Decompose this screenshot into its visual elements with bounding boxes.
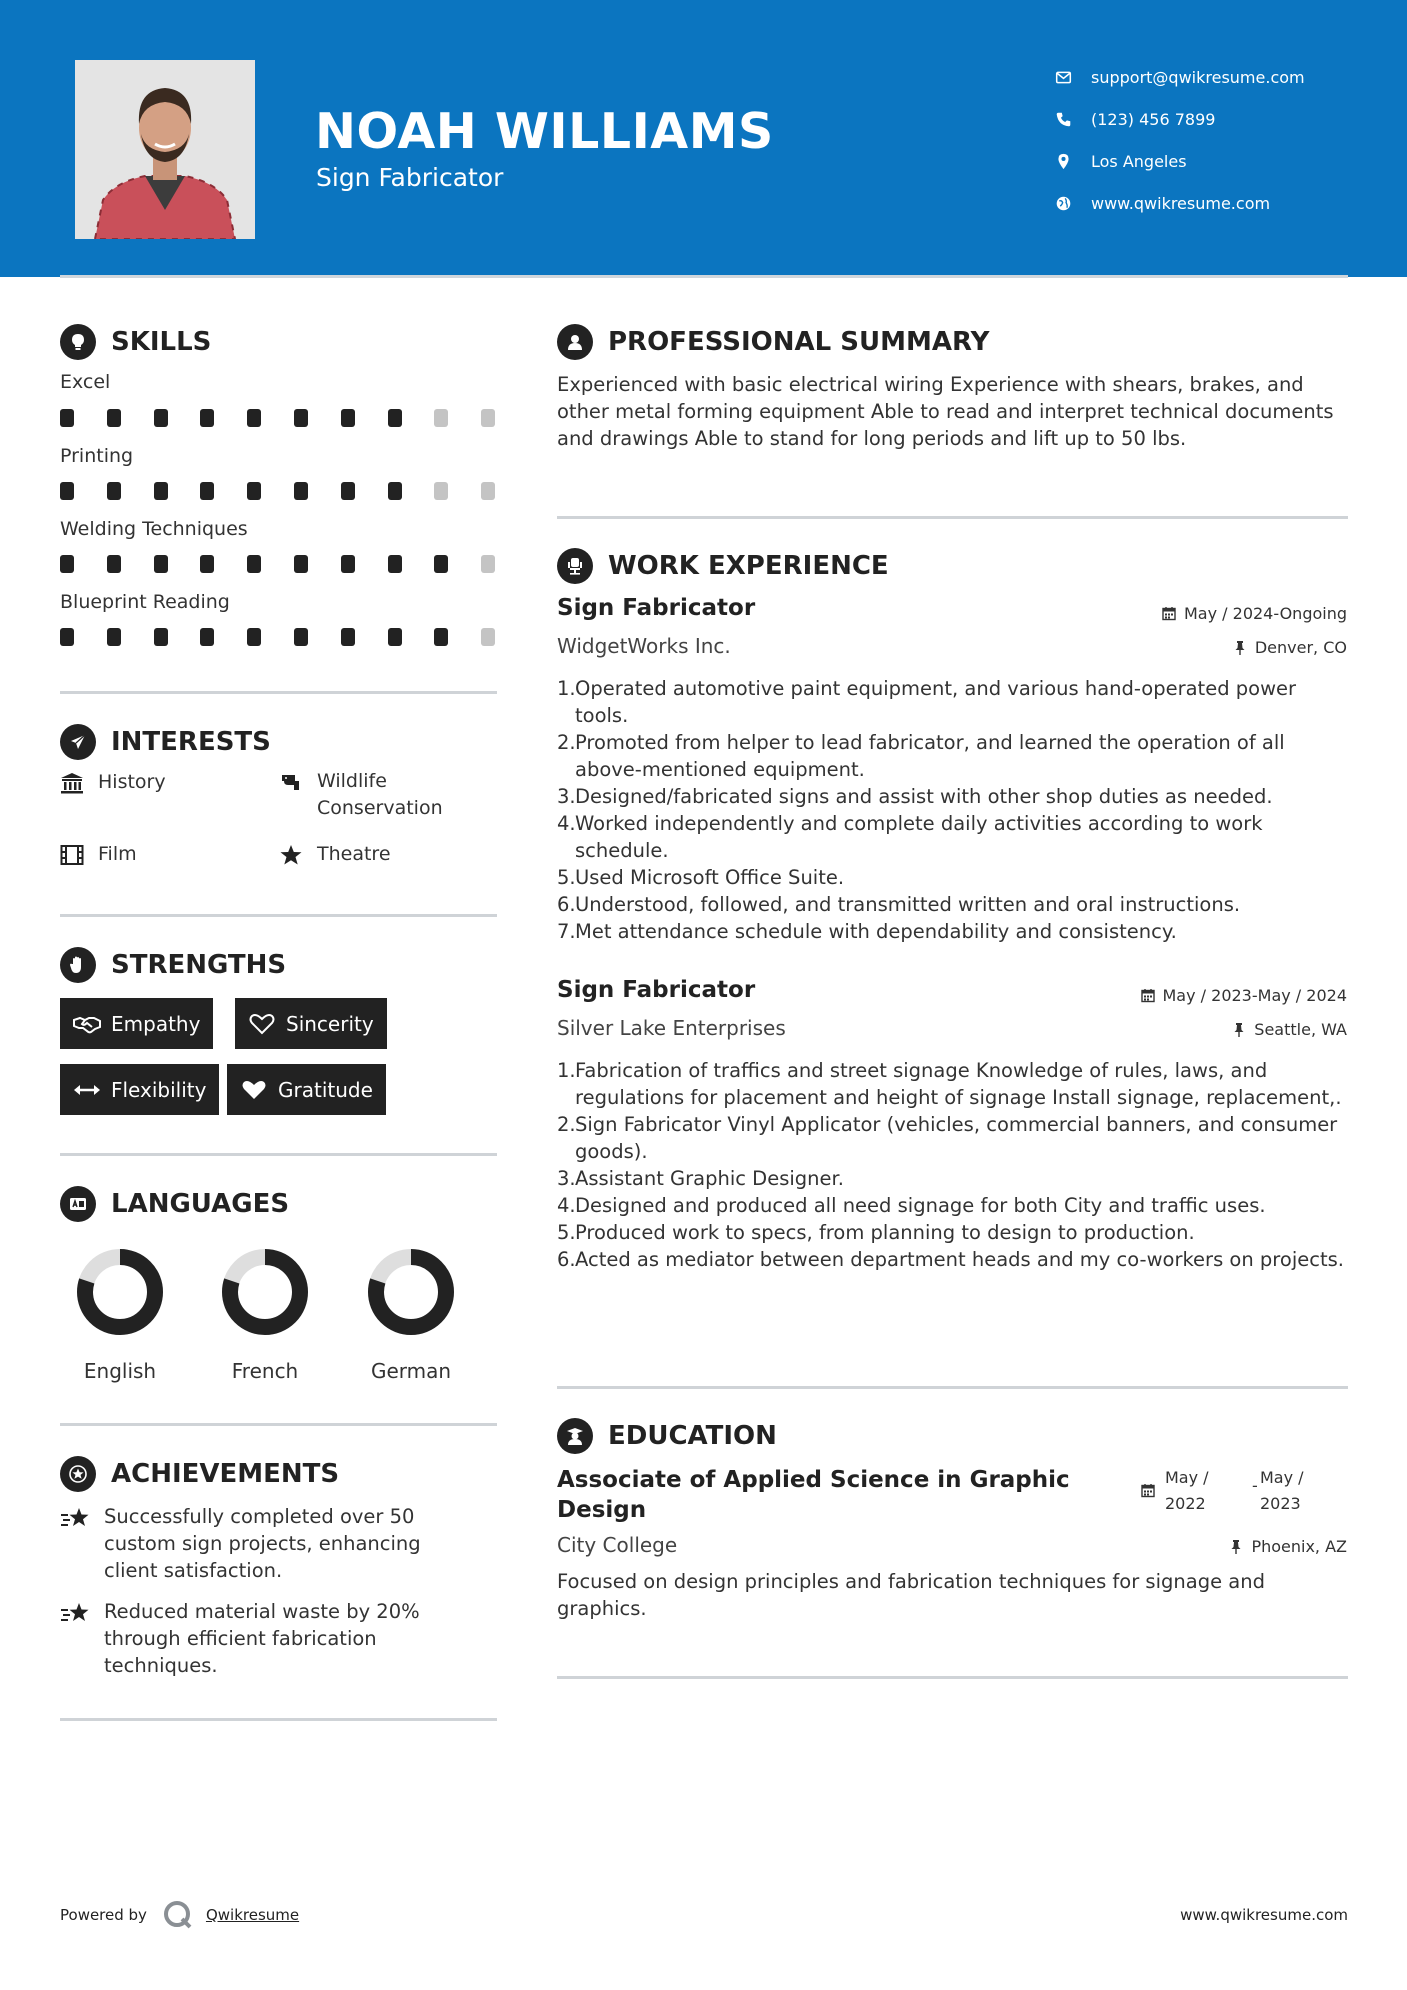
profile-photo (75, 60, 255, 239)
list-item: 2. Sign Fabricator Vinyl Applicator (vehicles, commercial banners, and consumer goods). (557, 1113, 1338, 1163)
contact-location (1055, 140, 1385, 182)
job-bullets (557, 1057, 1347, 1273)
interests-heading (60, 724, 271, 760)
language-item (60, 1247, 180, 1383)
shooting-star-icon (60, 1505, 92, 1533)
interest-label: History (98, 771, 166, 793)
skill-dot-filled (107, 409, 121, 427)
job-location-text: Denver, CO (1254, 638, 1347, 657)
skill-dot-empty (434, 482, 448, 500)
experience-title: WORK EXPERIENCE (608, 551, 889, 581)
wildlife-icon (279, 772, 303, 794)
skill-dot-filled (107, 628, 121, 646)
contact-email[interactable] (1055, 56, 1385, 98)
education-title: EDUCATION (608, 1421, 777, 1451)
language-item (351, 1247, 471, 1383)
section-divider (60, 1423, 497, 1426)
skill-dot-filled (388, 628, 402, 646)
arrows-horizontal-icon (73, 1079, 101, 1101)
section-divider (557, 1386, 1348, 1389)
calendar-icon (1141, 1483, 1155, 1498)
job-location (1233, 638, 1347, 657)
edu-description: Focused on design principles and fabrication techniques for signage and graphics. (557, 1570, 1265, 1620)
envelope-icon (1055, 69, 1072, 86)
skill-dot-empty (434, 409, 448, 427)
globe-icon (1055, 195, 1072, 212)
list-item: 3. Assistant Graphic Designer. (557, 1167, 844, 1190)
list-item: 1. Fabrication of traffics and street signage Knowledge of rules, laws, and regulations for placement and height of signage Install signage, replacement,. (557, 1059, 1342, 1109)
list-item: 6. Acted as mediator between department heads and my co-workers on projects. (557, 1248, 1344, 1271)
email-text: support@qwikresume.com (1091, 67, 1305, 87)
contact-phone[interactable] (1055, 98, 1385, 140)
handshake-icon (73, 1013, 101, 1035)
strengths-title: STRENGTHS (111, 950, 287, 980)
skill-dot-filled (154, 482, 168, 500)
skill-dot-filled (247, 482, 261, 500)
experience-heading (557, 548, 889, 584)
skill-dot-filled (60, 628, 74, 646)
language-icon (60, 1186, 96, 1222)
office-chair-icon (557, 548, 593, 584)
skill-dot-filled (200, 628, 214, 646)
skill-dot-filled (154, 409, 168, 427)
languages-title: LANGUAGES (111, 1189, 290, 1219)
achievement-text: Successfully completed over 50 custom sign projects, enhancing client satisfaction. (104, 1505, 421, 1582)
skill-rating (60, 555, 500, 573)
interest-item (60, 771, 166, 794)
section-divider (60, 1153, 497, 1156)
shooting-star-icon (60, 1600, 92, 1628)
skills-heading (60, 324, 211, 360)
skill-dot-filled (294, 555, 308, 573)
skill-dot-filled (60, 482, 74, 500)
interest-item (279, 843, 391, 866)
star-icon (279, 844, 303, 866)
powered-by-text: Powered by (60, 1906, 147, 1924)
qwikresume-logo-icon (162, 1899, 194, 1931)
achievement-item (60, 1503, 460, 1584)
skill-dot-filled (294, 409, 308, 427)
skill-dot-filled (294, 482, 308, 500)
skill-name: Blueprint Reading (60, 591, 230, 613)
section-divider (557, 516, 1348, 519)
skill-dot-filled (434, 555, 448, 573)
skill-dot-filled (341, 482, 355, 500)
contact-list (1055, 56, 1385, 224)
interest-label: Film (98, 843, 137, 865)
skill-dot-filled (388, 482, 402, 500)
achievement-text: Reduced material waste by 20% through efficient fabrication techniques. (104, 1600, 420, 1677)
skill-dot-filled (154, 628, 168, 646)
graduate-icon (557, 1418, 593, 1454)
list-item: 3. Designed/fabricated signs and assist with other shop duties as needed. (557, 785, 1273, 808)
strength-chip (60, 1064, 219, 1115)
job-location-text: Seattle, WA (1254, 1020, 1347, 1039)
skill-dot-empty (481, 555, 495, 573)
strength-label: Flexibility (111, 1077, 207, 1102)
strength-chip (235, 998, 387, 1049)
language-ring (366, 1247, 456, 1337)
hand-icon (60, 947, 96, 983)
calendar-icon (1162, 606, 1176, 621)
list-item: 4. Worked independently and complete daily activities according to work schedule. (557, 812, 1263, 862)
language-ring (220, 1247, 310, 1337)
company-name: WidgetWorks Inc. (557, 634, 731, 658)
skill-dot-filled (247, 628, 261, 646)
section-divider (557, 1676, 1348, 1679)
job-dates (1162, 604, 1347, 623)
education-heading (557, 1418, 777, 1454)
strength-chip (227, 1064, 386, 1115)
lightbulb-icon (60, 324, 96, 360)
achievements-title: ACHIEVEMENTS (111, 1459, 340, 1489)
summary-text: Experienced with basic electrical wiring Experience with shears, brakes, and other metal forming equipment Able to read and interpret technical documents and drawings Able to stand for long periods and lift up to 50 lbs. (557, 373, 1334, 450)
strength-label: Empathy (111, 1011, 201, 1036)
location-text: Los Angeles (1091, 151, 1187, 171)
contact-website[interactable] (1055, 182, 1385, 224)
skill-dot-filled (107, 482, 121, 500)
strength-chip (60, 998, 213, 1049)
list-item: 2. Promoted from helper to lead fabricator, and learned the operation of all above-mentioned equipment. (557, 731, 1285, 781)
edu-location (1229, 1537, 1347, 1556)
skill-dot-empty (481, 409, 495, 427)
skill-name: Excel (60, 371, 111, 393)
skill-dot-filled (341, 628, 355, 646)
heart-icon (240, 1079, 268, 1101)
bank-icon (60, 772, 84, 794)
skill-dot-filled (200, 482, 214, 500)
strength-label: Sincerity (286, 1011, 374, 1036)
skill-name: Welding Techniques (60, 518, 248, 540)
summary-heading (557, 324, 989, 360)
list-item: 5. Produced work to specs, from planning to design to production. (557, 1221, 1195, 1244)
job-dates-text: May / 2024-Ongoing (1184, 604, 1347, 623)
list-item: 7. Met attendance schedule with dependability and consistency. (557, 920, 1177, 943)
skill-rating (60, 482, 500, 500)
skill-dot-empty (481, 482, 495, 500)
skill-dot-filled (200, 409, 214, 427)
achievement-item (60, 1598, 460, 1679)
skill-dot-filled (60, 409, 74, 427)
school-name: City College (557, 1533, 678, 1557)
film-icon (60, 844, 84, 866)
list-item: 1. Operated automotive paint equipment, and various hand-operated power tools. (557, 677, 1297, 727)
skill-dot-filled (388, 555, 402, 573)
job-bullets (557, 675, 1347, 945)
phone-icon (1055, 111, 1072, 128)
edu-end-date: May / 2023 (1260, 1468, 1304, 1513)
interests-title: INTERESTS (111, 727, 271, 757)
section-divider (60, 1718, 497, 1721)
language-label: German (370, 1359, 452, 1383)
edu-date-dash: - (1252, 1476, 1258, 1495)
candidate-title: Sign Fabricator (316, 163, 504, 192)
list-item: 4. Designed and produced all need signage for both City and traffic uses. (557, 1194, 1266, 1217)
achievements-heading (60, 1456, 339, 1492)
edu-start-date: May / 2022 (1165, 1468, 1209, 1513)
company-name: Silver Lake Enterprises (557, 1016, 786, 1040)
footer-powered-by (60, 1899, 299, 1931)
language-label: French (231, 1359, 299, 1383)
calendar-icon (1141, 988, 1155, 1003)
interest-label: Theatre (317, 843, 391, 865)
skill-dot-filled (434, 628, 448, 646)
job-title: Sign Fabricator (557, 595, 756, 621)
skill-dot-filled (154, 555, 168, 573)
skill-dot-filled (200, 555, 214, 573)
user-icon (557, 324, 593, 360)
job-dates-text: May / 2023-May / 2024 (1162, 986, 1347, 1005)
section-divider (60, 691, 497, 694)
skill-dot-filled (107, 555, 121, 573)
skill-dot-empty (481, 628, 495, 646)
website-text: www.qwikresume.com (1091, 193, 1271, 213)
job-title: Sign Fabricator (557, 977, 756, 1003)
award-star-icon (60, 1456, 96, 1492)
degree-title: Associate of Applied Science in Graphic Design (557, 1467, 1070, 1523)
job-dates (1141, 986, 1348, 1005)
language-ring (75, 1247, 165, 1337)
skill-dot-filled (341, 409, 355, 427)
languages-heading (60, 1186, 289, 1222)
skill-dot-filled (247, 555, 261, 573)
candidate-name: NOAH WILLIAMS (315, 103, 774, 160)
interest-item (60, 843, 137, 866)
header-divider (60, 275, 1348, 278)
strengths-heading (60, 947, 286, 983)
skill-dot-filled (60, 555, 74, 573)
pushpin-icon (1229, 1539, 1243, 1554)
phone-text: (123) 456 7899 (1091, 109, 1216, 129)
section-divider (60, 914, 497, 917)
map-pin-icon (1055, 153, 1072, 170)
skill-rating (60, 409, 500, 427)
skills-title: SKILLS (111, 327, 212, 357)
skill-rating (60, 628, 500, 646)
summary-title: PROFESSIONAL SUMMARY (608, 327, 990, 357)
list-item: 5. Used Microsoft Office Suite. (557, 866, 845, 889)
language-label: English (83, 1359, 157, 1383)
skill-dot-filled (388, 409, 402, 427)
strength-label: Gratitude (278, 1077, 373, 1102)
skill-dot-filled (294, 628, 308, 646)
qwikresume-link[interactable]: Qwikresume (205, 1906, 300, 1924)
skill-dot-filled (247, 409, 261, 427)
job-location (1232, 1020, 1347, 1039)
footer-website[interactable]: www.qwikresume.com (1180, 1906, 1348, 1924)
heart-outline-icon (248, 1013, 276, 1035)
skill-dot-filled (341, 555, 355, 573)
resume-header (0, 0, 1407, 277)
pushpin-icon (1232, 1022, 1246, 1037)
pushpin-icon (1233, 640, 1247, 655)
language-item (205, 1247, 325, 1383)
edu-location-text: Phoenix, AZ (1251, 1537, 1347, 1556)
skill-name: Printing (60, 445, 134, 467)
interest-label: Wildlife Conservation (317, 770, 443, 819)
interest-item (279, 771, 479, 822)
list-item: 6. Understood, followed, and transmitted written and oral instructions. (557, 893, 1241, 916)
paper-plane-icon (60, 724, 96, 760)
